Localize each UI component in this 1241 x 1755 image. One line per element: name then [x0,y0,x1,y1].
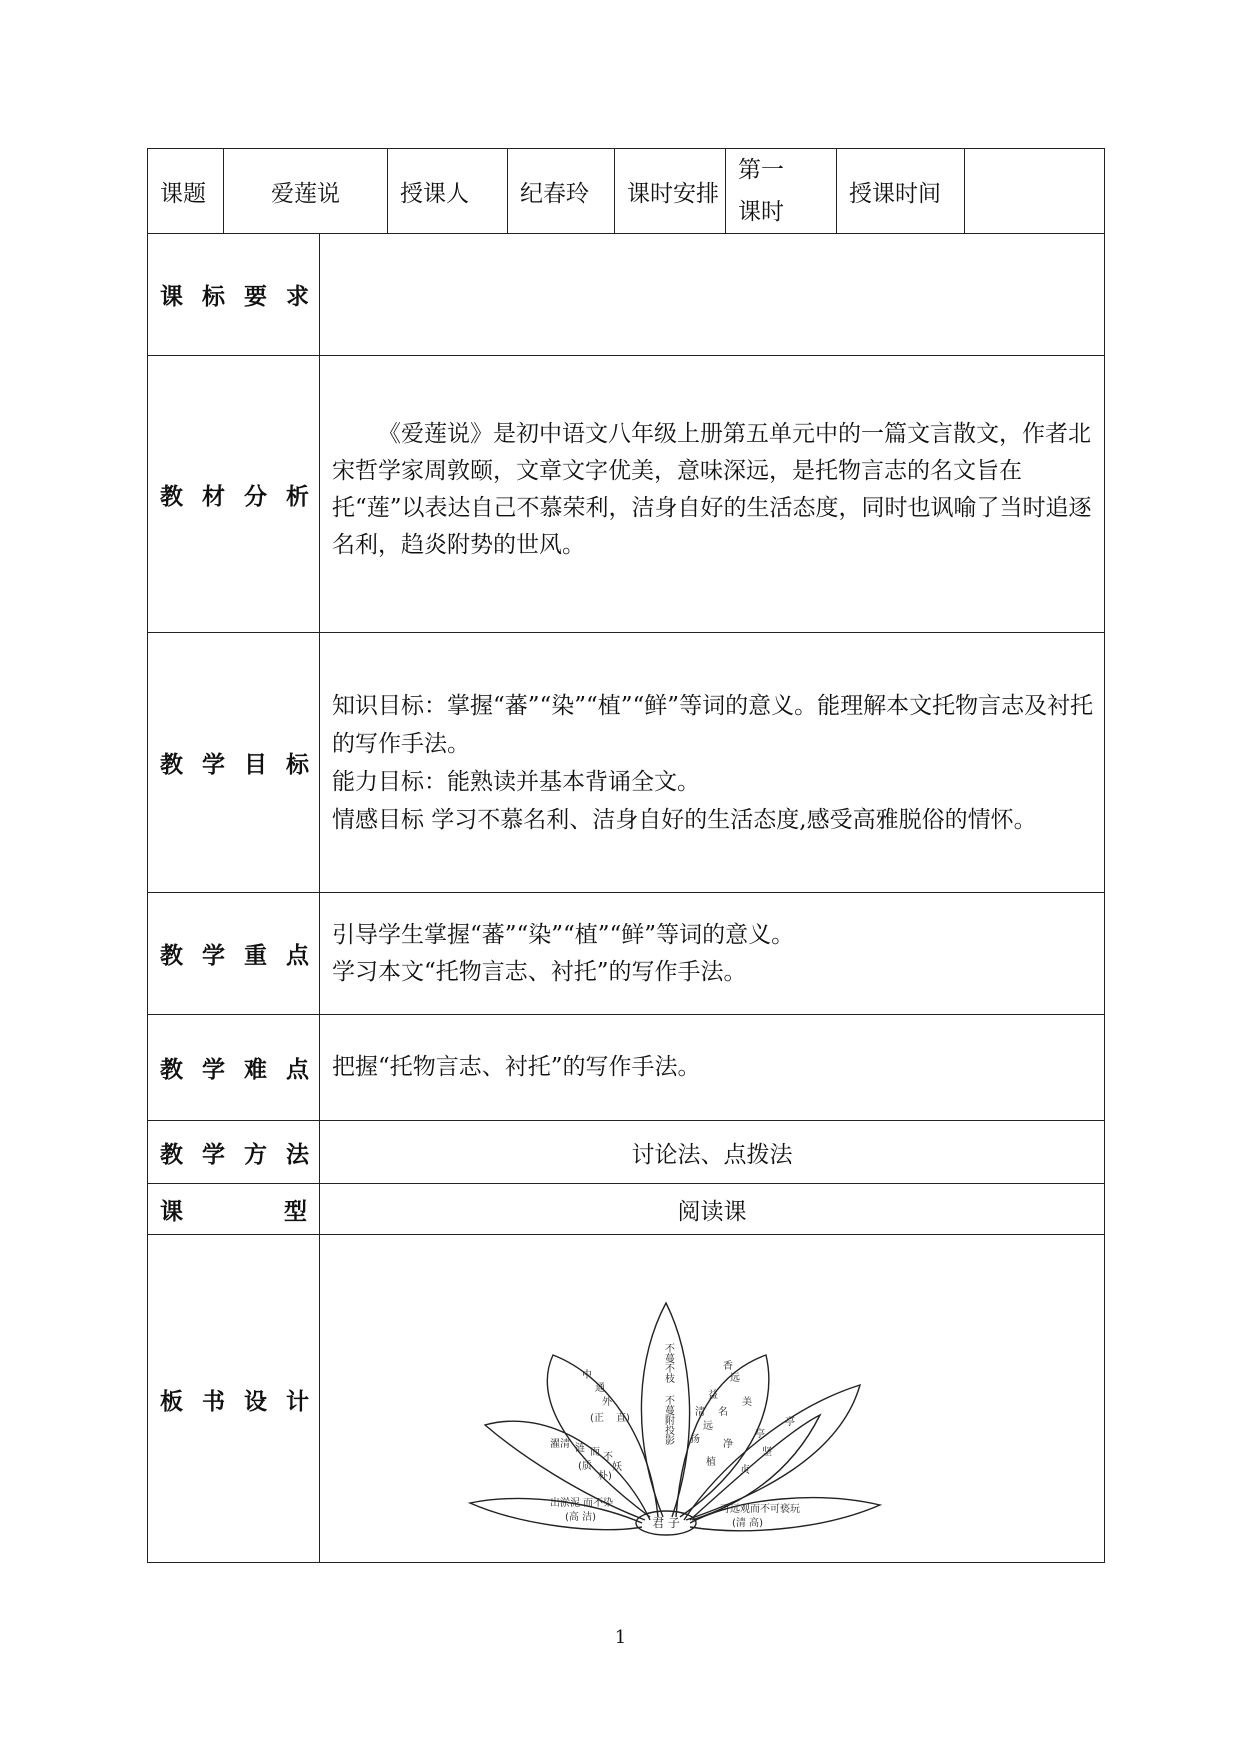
schedule-value-line1: 第一 [738,157,784,183]
pr-low-1: 可远观而不可亵玩 [720,1504,800,1515]
pr-upper-2: 益 [708,1390,718,1401]
method-row [148,1121,1105,1184]
pr-upper-6: 远 [703,1421,713,1432]
pl-low-2: (高 洁) [565,1512,596,1523]
goals-content [320,633,1105,893]
pr-upper-0: 香 [723,1361,733,1372]
pl-mid-3: 不 [603,1452,613,1463]
pl-upper-0: 中 [582,1370,592,1381]
analysis-text: 《爱莲说》是初中语文八年级上册第五单元中的一篇文言散文，作者北宋哲学家周敦颐，文章文字优美，意味深远，是托物言志的名文旨在托“莲”以表达自己不慕荣利，洁身自好的生活态度，同时也讽喻了当时追逐名利，趋炎附势的世风。 [332,421,1092,558]
lotus-board-diagram [320,1235,1100,1561]
schedule-value [726,149,837,234]
analysis-row [148,356,1105,633]
method-label: 教 学 方 法 [148,1121,320,1184]
lesson-plan-table [147,148,1105,1563]
pl-upper-2: 外 [602,1397,612,1408]
pr-mid-4: 植 [706,1457,716,1468]
goal-ability: 能力目标：能熟读并基本背诵全文。 [332,768,700,795]
analysis-content [320,356,1105,633]
goal-knowledge: 知识目标：掌握“蕃”“染”“植”“鲜”等词的意义。能理解本文托物言志及衬托的写作手法。 [332,692,1094,757]
petal-left-upper [547,1355,658,1517]
schedule-label: 课时安排 [615,149,726,234]
key-points-content [320,893,1105,1015]
pr-mid-3: 坚 [762,1447,772,1458]
topic-label: 课题 [148,149,224,234]
petal-center-top-text: 不蔓不枝 [662,1343,674,1383]
pr-upper-4: 清 [695,1407,705,1418]
standard-content [320,234,1105,356]
goals-label: 教 学 目 标 [148,633,320,893]
pr-mid-0: 亭 [785,1417,795,1428]
center-label: 君 子 [652,1516,680,1530]
goal-emotion: 情感目标 学习不慕名利、洁身自好的生活态度,感受高雅脱俗的情怀。 [332,806,1037,833]
pr-upper-5: 名 [718,1407,728,1418]
pl-mid-5: (质 [578,1461,592,1472]
key-points-row [148,893,1105,1015]
type-label: 课 型 [148,1184,320,1235]
teacher-value: 纪春玲 [508,149,615,234]
page-number: 1 [614,1627,627,1648]
pl-mid-2: 而 [590,1447,600,1458]
pr-low-2: (清 高) [732,1518,763,1529]
standard-row [148,234,1105,356]
pl-upper-4: 直) [616,1413,630,1424]
pl-mid-0: 濯清 [550,1439,570,1450]
header-row [148,149,1105,234]
pl-upper-1: 通 [595,1383,605,1394]
time-label: 授课时间 [837,149,965,234]
pr-mid-1: 亭 [755,1429,765,1440]
analysis-label: 教 材 分 析 [148,356,320,633]
topic-value: 爱莲说 [224,149,388,234]
board-label: 板 书 设 计 [148,1235,320,1563]
board-row [148,1235,1105,1563]
pr-upper-7: 扬 [690,1434,700,1445]
type-row [148,1184,1105,1235]
pr-mid-2: 净 [723,1439,733,1450]
pl-mid-1: 涟 [575,1443,585,1454]
goals-row [148,633,1105,893]
pr-upper-3: 美 [742,1397,752,1408]
time-value [965,149,1105,234]
difficulty-label: 教 学 难 点 [148,1015,320,1121]
schedule-value-line2: 课时 [738,199,784,225]
pr-upper-1: 远 [730,1373,740,1384]
difficulty-row [148,1015,1105,1121]
method-content: 讨论法、点拨法 [320,1121,1105,1184]
type-content: 阅读课 [320,1184,1105,1235]
petal-center-bottom-text: 不蔓附投影 [662,1395,674,1445]
key-point-2: 学习本文“托物言志、衬托”的写作手法。 [332,958,747,985]
pl-upper-3: (正 [590,1413,604,1424]
difficulty-content: 把握“托物言志、衬托”的写作手法。 [320,1015,1105,1121]
key-point-1: 引导学生掌握“蕃”“染”“植”“鲜”等词的意义。 [332,921,795,948]
pl-low-1: 出淤泥 而不染 [550,1498,614,1509]
pl-mid-6: 朴) [598,1471,612,1482]
teacher-label: 授课人 [388,149,508,234]
pr-mid-5: 贞 [740,1465,750,1476]
key-points-label: 教 学 重 点 [148,893,320,1015]
board-content [320,1235,1105,1563]
standard-label: 课 标 要 求 [148,234,320,356]
pl-mid-4: 妖 [612,1462,622,1473]
